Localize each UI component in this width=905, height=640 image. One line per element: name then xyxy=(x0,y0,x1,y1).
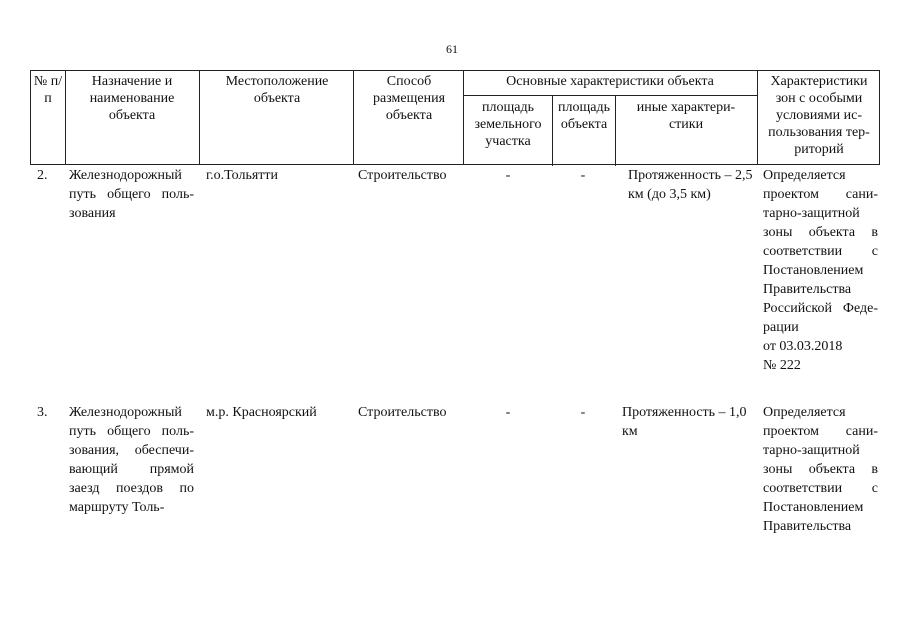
page-number: 61 xyxy=(446,42,458,56)
header-land-area: площадь земельного участка xyxy=(474,100,542,149)
header-location: Местоположение объекта xyxy=(225,74,329,106)
column-divider xyxy=(65,71,66,164)
row-object-area: - xyxy=(580,405,586,420)
row-purpose: Железнодорожный путь общего поль-зования, обеспечи-вающий прямой заезд поездов по маршруту Толь- xyxy=(69,405,194,515)
table-header xyxy=(30,70,880,165)
header-main-characteristics: Основные характеристики объекта xyxy=(506,74,714,89)
row-object-area: - xyxy=(580,168,586,183)
column-divider xyxy=(757,71,758,164)
row-purpose: Железнодорожный путь общего поль-зования xyxy=(69,168,194,221)
row-zone-date: от 03.03.2018 xyxy=(763,339,843,354)
row-land-area: - xyxy=(505,405,511,420)
row-zone-characteristics: Определяется проектом сани-тарно-защитной зоны объекта в соответствии с Постановлением Правительства xyxy=(763,405,878,534)
header-purpose: Назначение и наименование объекта xyxy=(89,74,175,123)
row-number: 3. xyxy=(37,405,48,420)
column-divider xyxy=(199,71,200,164)
row-zone-characteristics: Определяется проектом сани-тарно-защитной зоны объекта в соответствии с Постановлением Правительства Российской Феде-рации xyxy=(763,168,878,335)
row-other-characteristics: Протяженность – 1,0 км xyxy=(622,405,747,439)
header-zone-characteristics: Характеристики зон с особыми условиями ис-пользования тер-риторий xyxy=(768,74,870,157)
header-object-area: площадь объекта xyxy=(558,100,610,132)
row-location: г.о.Тольятти xyxy=(206,168,279,183)
row-divider xyxy=(463,95,757,96)
row-zone-number: № 222 xyxy=(763,358,801,373)
column-divider xyxy=(353,71,354,164)
row-number: 2. xyxy=(37,168,48,183)
row-method: Строительство xyxy=(358,405,447,420)
header-num: № п/п xyxy=(33,74,63,106)
row-other-characteristics: Протяженность – 2,5 км (до 3,5 км) xyxy=(628,168,753,202)
row-land-area: - xyxy=(505,168,511,183)
row-method: Строительство xyxy=(358,168,447,183)
header-other-characteristics: иные характери-стики xyxy=(636,100,736,132)
header-method: Способ размещения объекта xyxy=(372,74,446,123)
row-location: м.р. Красноярский xyxy=(206,405,317,420)
column-divider xyxy=(552,95,553,166)
column-divider xyxy=(615,95,616,166)
